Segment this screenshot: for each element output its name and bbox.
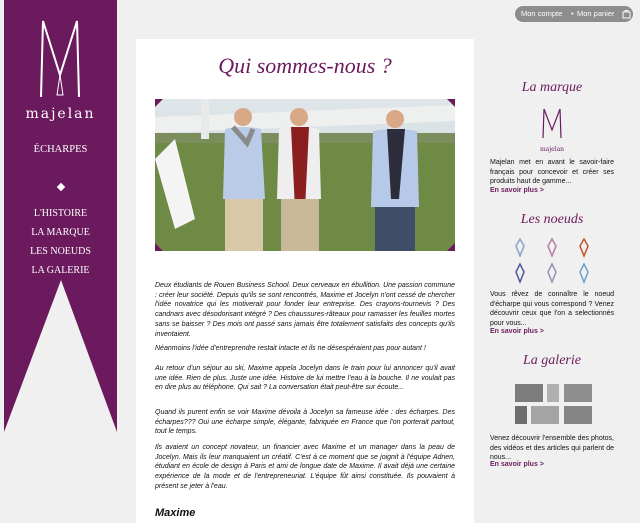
galerie-title: La galerie: [523, 353, 581, 368]
majelan-logo-icon[interactable]: [35, 15, 85, 100]
page-title: Qui sommes-nous ?: [218, 53, 392, 78]
noeuds-title: Les noeuds: [520, 212, 584, 227]
sidebar-nav: [4, 204, 117, 280]
story-paragraph: Ils avaient un concept novateur, un financier avec Maxime et un manager dans la peau de Jocelyn. Mais ils leur manquaient un créatif. C'est à ce moment que se joignit à l'équipe Adrien, étudiant en école de design à Paris et ami de longue date de Maxime. Il avait déjà une certaine expérience de la mode et de l'entrepreneuriat. L'équipe fût ainsi constituée. Ils pouvaient à présent se jeter à l'eau.: [155, 444, 455, 490]
noeuds-more-link[interactable]: En savoir plus >: [490, 328, 544, 335]
cart-icon[interactable]: [622, 9, 631, 19]
knots-illustration-icon[interactable]: [512, 236, 596, 286]
galerie-text: Venez découvrir l'ensemble des photos, des vidéos et des articles qui parlent de nous...: [490, 435, 614, 461]
nav-item-noeuds[interactable]: LES NOEUDS: [30, 246, 91, 257]
nav-item-galerie[interactable]: LA GALERIE: [31, 265, 90, 276]
story-paragraph: Au retour d'un séjour au ski, Maxime appela Jocelyn dans le train pour lui annoncer qu'il avait une idée. Rien de plus. Juste une idée. Histoire de lui mettre l'eau à la bouche. Il ne voulait pas en dire plus au téléphone. Qui sait ? La conversation était peut-être sur écoute...: [155, 365, 455, 392]
my-account-link[interactable]: Mon compte: [521, 9, 563, 18]
nav-item-histoire[interactable]: L'HISTOIRE: [33, 208, 88, 219]
mini-logo-text: majelan: [539, 146, 565, 153]
section-subheading: Maxime: [155, 507, 196, 519]
my-cart-link[interactable]: Mon panier: [577, 9, 615, 18]
account-bar: Mon compte • Mon panier: [515, 6, 633, 22]
brand-name: majelan: [25, 106, 96, 122]
majelan-mini-logo-icon: [540, 106, 564, 140]
main-content: [136, 39, 474, 523]
sidebar-panel: [4, 0, 117, 280]
diamond-separator-icon: [57, 183, 65, 191]
team-photo: [155, 99, 455, 251]
galerie-more-link[interactable]: En savoir plus >: [490, 461, 544, 468]
sidebar-pennant: [4, 280, 117, 432]
noeuds-text: Vous rêvez de connaître le noeud d'écharpe qui vous correspond ? Venez découvrir ceux que l'on a selectionnés pour vous...: [490, 291, 614, 327]
story-paragraph: Deux étudiants de Rouen Business School. Deux cerveaux en ébullition. Une passion commune : créer leur société. Depuis qu'ils se sont rencontrés, Maxime et Jocelyn n'ont cessé de chercher l'idée novatrice qui les motiverait pour fonder leur entreprise. Des crayons-tournevis ? Des candnars avec désodorisant intégré ? Des chaussures-râteaux pour ramasser les feuilles mortes sans se baisser ? Des mois ont passé sans jamais être totalement satisfaits des concepts qu'ils inventaient.: [155, 282, 455, 338]
marque-text: Majelan met en avant le savoir-faire français pour concevoir et créer ses produits haut de gamme...: [490, 159, 614, 185]
marque-more-link[interactable]: En savoir plus >: [490, 187, 544, 194]
story-paragraph: Quand ils purent enfin se voir Maxime dévoila à Jocelyn sa fameuse idée : des écharpes. Des écharpes??? Oui une écharpe simple, élégante, fabriquée en France que l'on porterait partout, tout le temps.: [155, 409, 455, 436]
sidebar: [4, 0, 117, 523]
story-paragraph: Néanmoins l'idée d'entreprendre restait intacte et ils ne désespéraient pas pour autant !: [155, 345, 426, 352]
nav-echarpes[interactable]: ÉCHARPES: [33, 144, 88, 155]
nav-item-marque[interactable]: LA MARQUE: [31, 227, 90, 238]
marque-title: La marque: [521, 80, 583, 95]
